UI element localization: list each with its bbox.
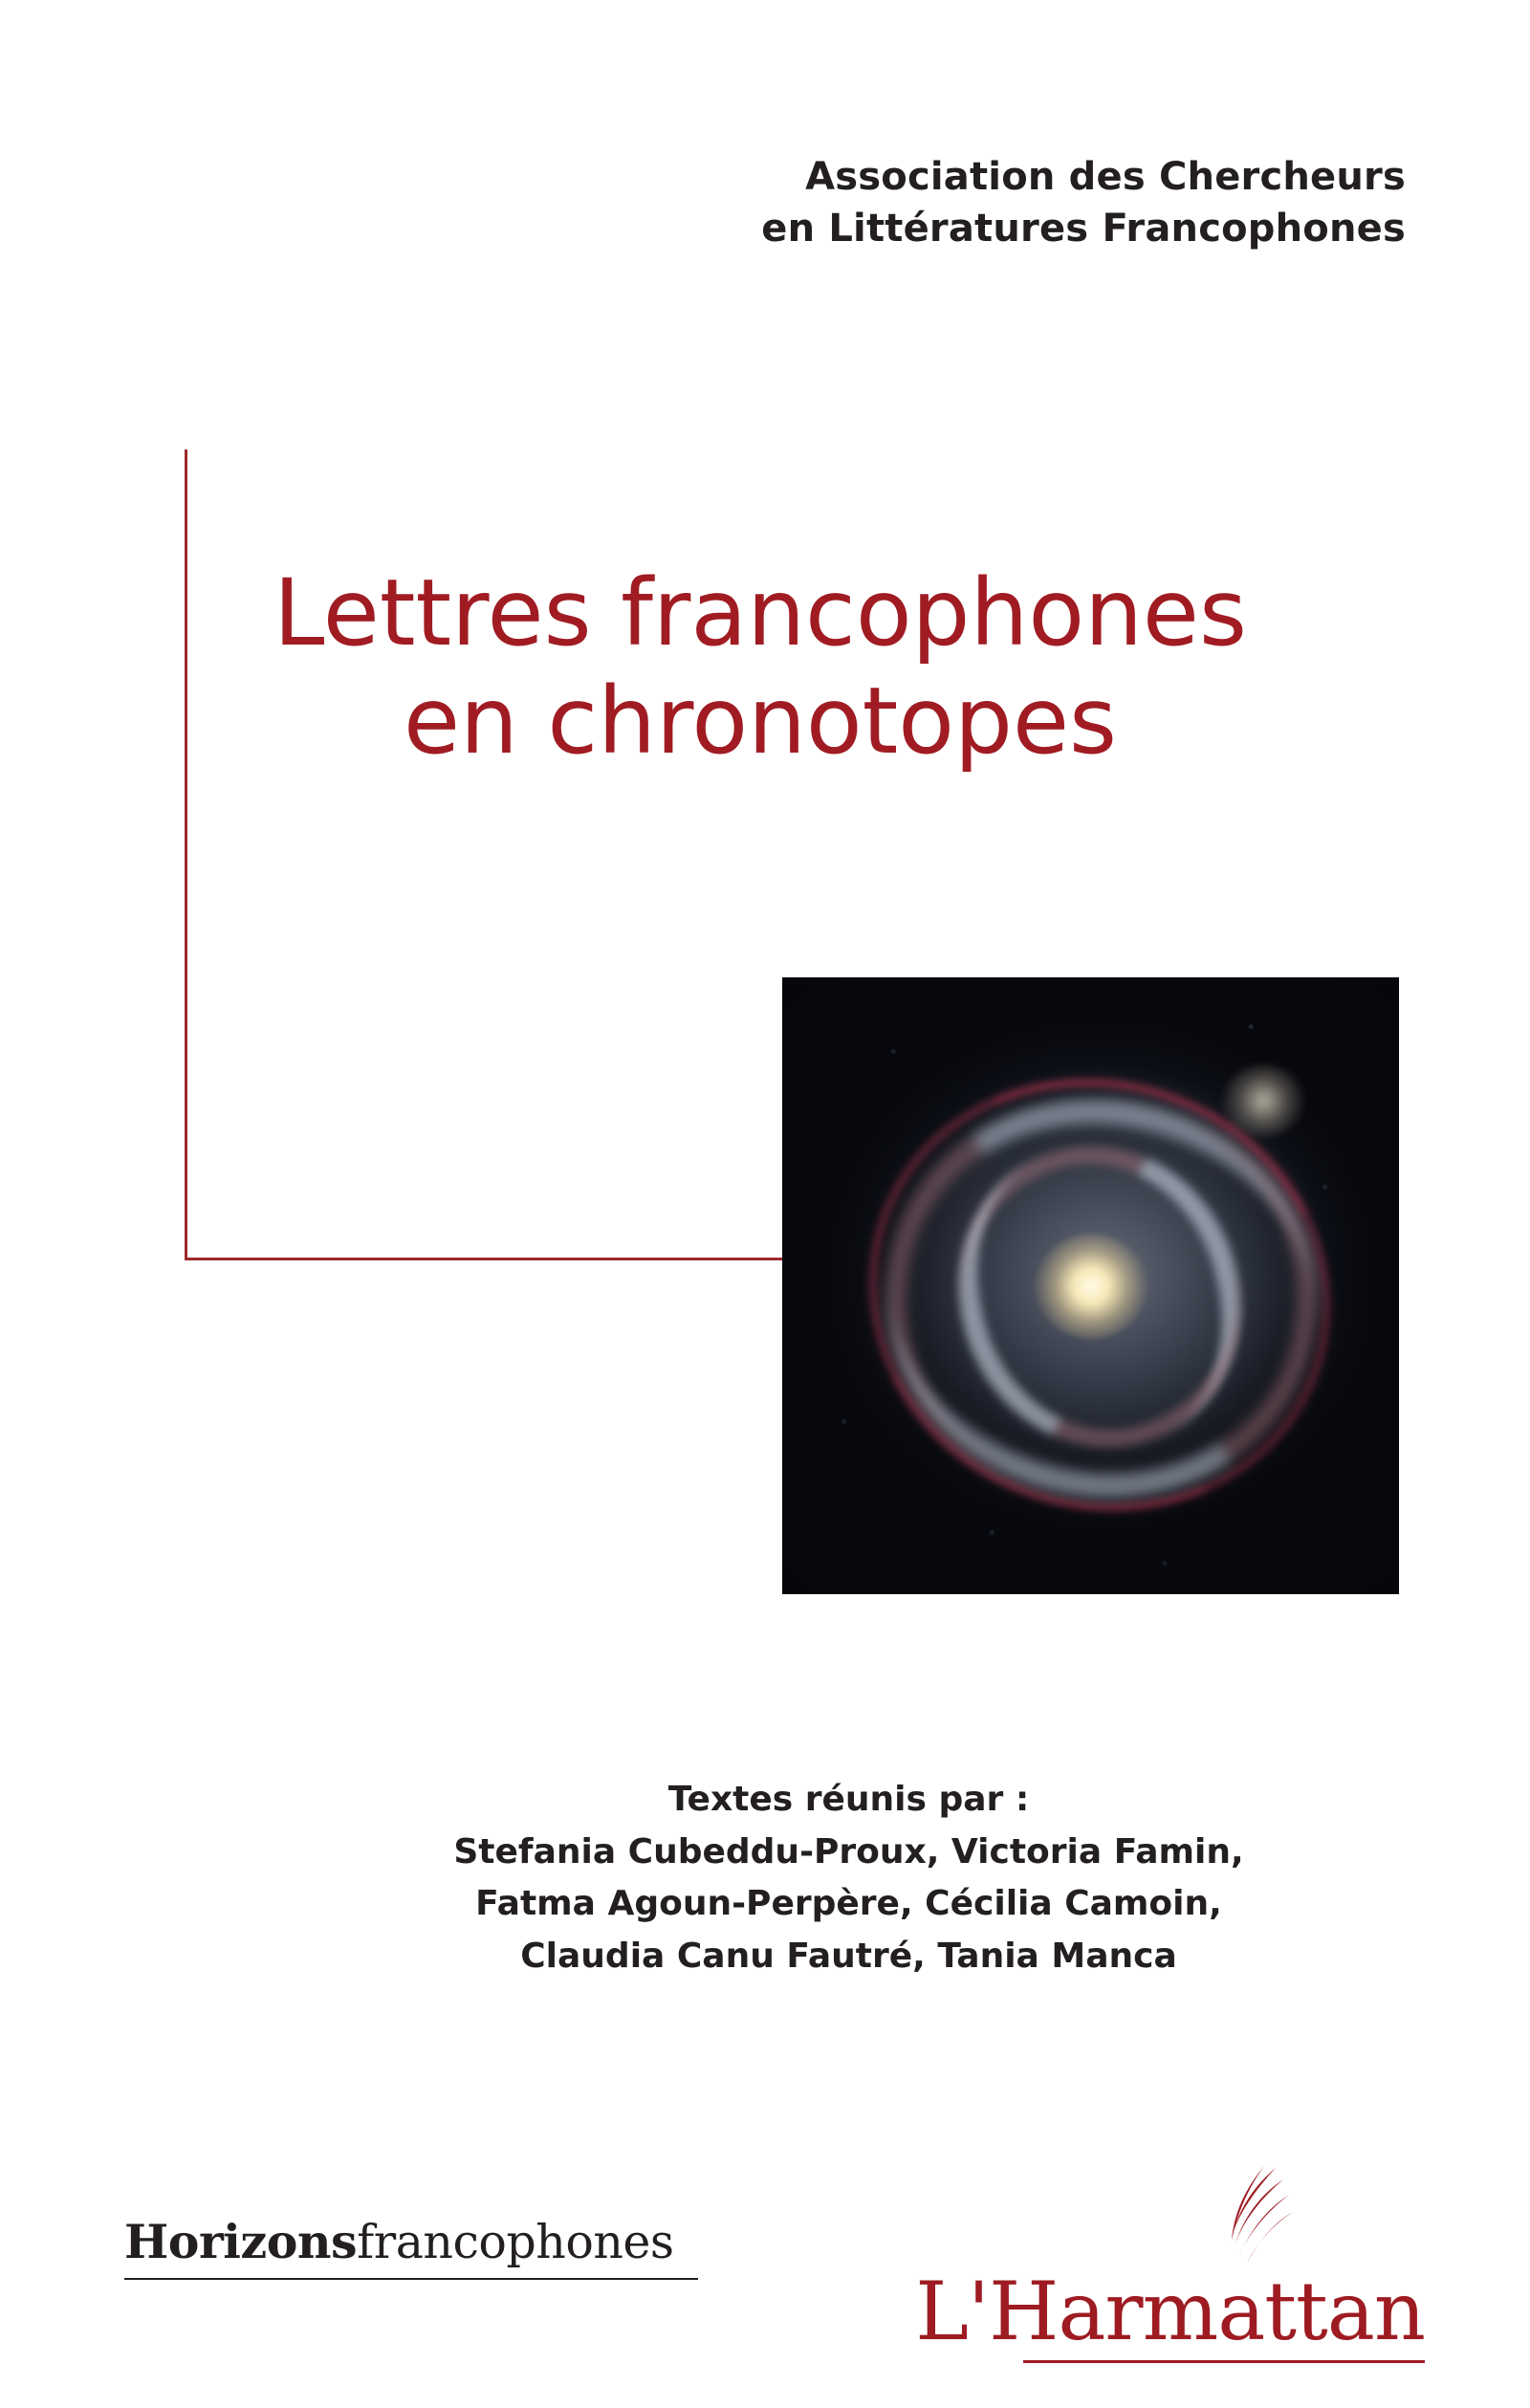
collection-name-light: francophones <box>357 2215 674 2269</box>
collection-name <box>124 2214 674 2269</box>
publisher-logo <box>915 2166 1425 2358</box>
editors-line-3: Claudia Canu Fautré, Tania Manca <box>520 1937 1177 1977</box>
collection-underline <box>124 2278 698 2280</box>
title-line-2: en chronotopes <box>403 668 1118 776</box>
editors-lead: Textes réunis par : <box>667 1780 1030 1819</box>
page-title <box>115 559 1406 777</box>
association-line-2: en Littératures Francophones <box>761 207 1406 251</box>
association-heading <box>0 151 1406 254</box>
editors-line-1: Stefania Cubeddu-Proux, Victoria Famin, <box>453 1831 1244 1872</box>
association-line-1: Association des Chercheurs <box>805 155 1406 199</box>
collection-name-bold: Horizons <box>124 2214 358 2269</box>
galaxy-image <box>782 977 1399 1594</box>
galaxy-companion <box>1222 1065 1304 1136</box>
publisher-underline <box>1023 2360 1425 2363</box>
editors-line-2: Fatma Agoun-Perpère, Cécilia Camoin, <box>475 1884 1222 1924</box>
title-line-1: Lettres francophones <box>273 559 1247 667</box>
galaxy-core <box>1034 1234 1148 1339</box>
publisher-name: L'Harmattan <box>915 2265 1425 2358</box>
editors-block <box>287 1774 1410 1983</box>
flame-icon <box>1184 2166 1299 2269</box>
